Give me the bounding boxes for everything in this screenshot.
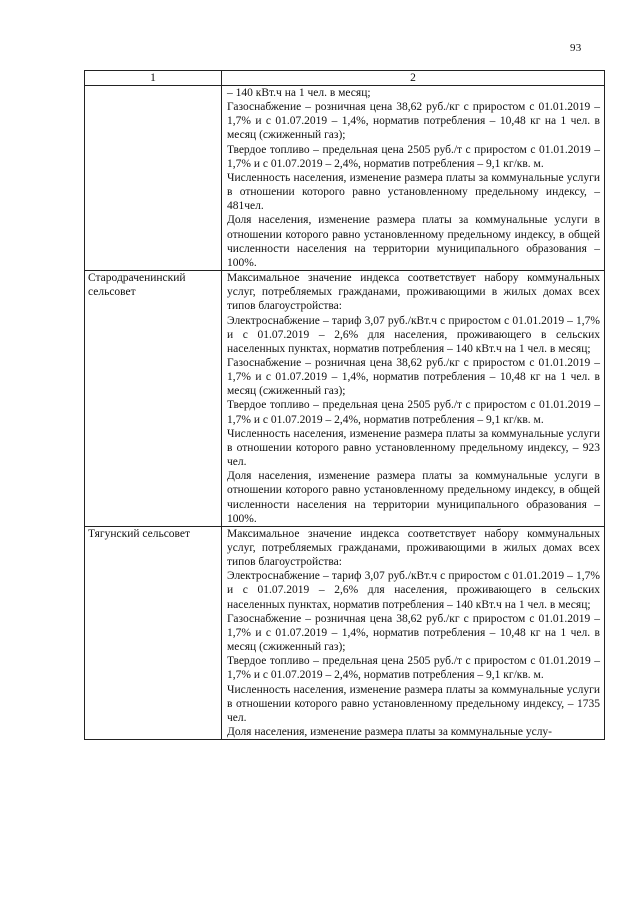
paragraph: Численность населения, изменение размера платы за коммунальные услуги в отношении которого равно установленному предельному индексу, – 481чел. xyxy=(227,171,600,213)
municipality-name xyxy=(85,86,222,271)
paragraph: Доля населения, изменение размера платы за коммунальные услуги в отношении которого равно установленному предельному индексу, в общей численности населения на территории муниципального образования – 100%. xyxy=(227,470,600,525)
index-description xyxy=(222,271,605,527)
header-row xyxy=(85,71,605,86)
paragraph: Численность населения, изменение размера платы за коммунальные услуги в отношении которого равно установленному предельному индексу, – 1735 чел. xyxy=(227,683,600,724)
paragraph: Электроснабжение – тариф 3,07 руб./кВт.ч с приростом с 01.01.2019 – 1,7% и с 01.07.2019 – 2,6% для населения, проживающего в сельских населенных пунктах, норматив потребления – 140 кВт.ч на 1 чел. в месяц; xyxy=(227,314,600,355)
page-number: 93 xyxy=(570,42,582,54)
index-description xyxy=(222,526,605,739)
table-row-continued xyxy=(85,86,605,271)
paragraph: Доля населения, изменение размера платы за коммунальные услуги в отношении которого равно установленному предельному индексу, в общей численности населения на территории муниципального образования – 100%. xyxy=(227,214,600,269)
paragraph: Численность населения, изменение размера платы за коммунальные услуги в отношении которого равно установленному предельному индексу, – 923 чел. xyxy=(227,427,600,469)
municipal-index-table xyxy=(84,70,605,740)
paragraph: Максимальное значение индекса соответствует набору коммунальных услуг, потребляемых гражданами, проживающими в жилых домах всех типов благоустройства: xyxy=(227,272,600,313)
paragraph: Газоснабжение – розничная цена 38,62 руб./кг с приростом с 01.01.2019 – 1,7% и с 01.07.2019 – 1,4%, норматив потребления – 10,48 кг на 1 чел. в месяц (сжиженный газ); xyxy=(227,356,600,398)
paragraph: Газоснабжение – розничная цена 38,62 руб./кг с приростом с 01.01.2019 – 1,7% и с 01.07.2019 – 1,4%, норматив потребления – 10,48 кг на 1 чел. в месяц (сжиженный газ); xyxy=(227,101,600,142)
header-col-1: 1 xyxy=(85,71,222,86)
paragraph: Твердое топливо – предельная цена 2505 руб./т с приростом с 01.01.2019 – 1,7% и с 01.07.2019 – 2,4%, норматив потребления – 9,1 кг/кв. м. xyxy=(227,143,600,170)
paragraph: Электроснабжение – тариф 3,07 руб./кВт.ч с приростом с 01.01.2019 – 1,7% и с 01.07.2019 – 2,6% для населения, проживающего в сельских населенных пунктах, норматив потребления – 140 кВт.ч на 1 чел. в месяц; xyxy=(227,570,600,611)
paragraph: Максимальное значение индекса соответствует набору коммунальных услуг, потребляемых гражданами, проживающими в жилых домах всех типов благоустройства: xyxy=(227,527,600,569)
paragraph: Доля населения, изменение размера платы за коммунальные услу- xyxy=(227,726,553,739)
paragraph: – 140 кВт.ч на 1 чел. в месяц; xyxy=(227,87,371,99)
paragraph: Твердое топливо – предельная цена 2505 руб./т с приростом с 01.01.2019 – 1,7% и с 01.07.2019 – 2,4%, норматив потребления – 9,1 кг/кв. м. xyxy=(227,655,600,682)
municipality-name: Стародраченинский сельсовет xyxy=(85,271,222,527)
paragraph: Твердое топливо – предельная цена 2505 руб./т с приростом с 01.01.2019 – 1,7% и с 01.07.2019 – 2,4%, норматив потребления – 9,1 кг/кв. м. xyxy=(227,399,600,426)
table-row-tyagun xyxy=(85,526,605,739)
index-description xyxy=(222,86,605,271)
municipality-name: Тягунский сельсовет xyxy=(85,526,222,739)
paragraph: Газоснабжение – розничная цена 38,62 руб./кг с приростом с 01.01.2019 – 1,7% и с 01.07.2019 – 1,4%, норматив потребления – 10,48 кг на 1 чел. в месяц (сжиженный газ); xyxy=(227,612,600,654)
header-col-2: 2 xyxy=(222,71,605,86)
table-row-starodrachenino xyxy=(85,271,605,527)
